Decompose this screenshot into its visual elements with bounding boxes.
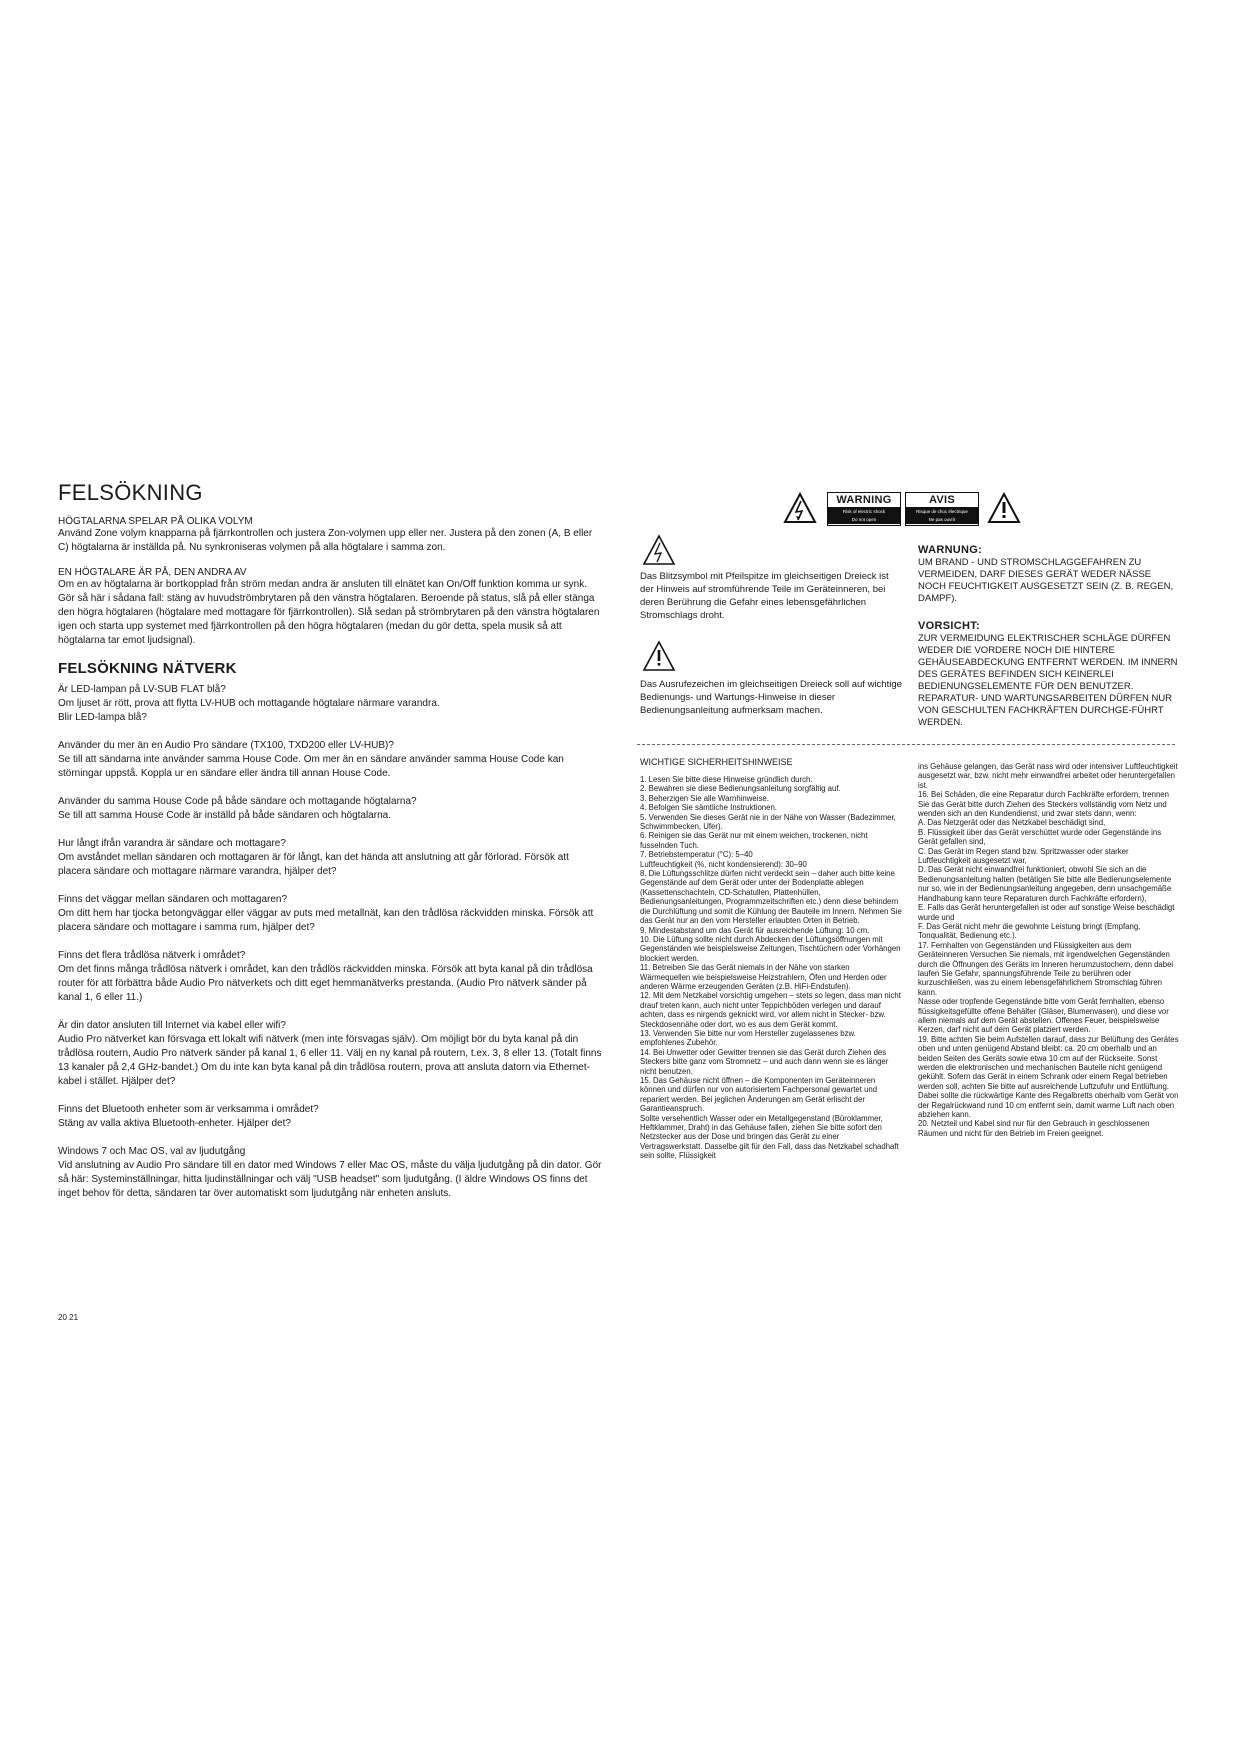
intro-section [58, 516, 604, 555]
warnung-block [918, 544, 1180, 605]
lightning-triangle-icon [642, 534, 676, 566]
safety-item: ins Gehäuse gelangen, das Gerät nass wird oder intensiver Luftfeuchtigkeit ausgesetzt war, bzw. nicht mehr einwandfrei arbeitet oder heruntergefallen ist. [918, 762, 1178, 790]
qa-question: Finns det väggar mellan sändaren och mottagaren? [58, 894, 288, 905]
safety-item: 2. Bewahren sie diese Bedienungsanleitung sorgfältig auf. [640, 784, 841, 794]
warning-label-line2: Do not open [828, 516, 900, 524]
safety-item: 14. Bei Unwetter oder Gewitter trennen sie das Gerät durch Ziehen des Steckers bitte ganz vom Stromnetz – und auch dann wenn sie es länger nicht benutzen. [640, 1047, 889, 1076]
safety-item: 4. Befolgen Sie sämtliche Instruktionen. [640, 803, 777, 813]
safety-item: D. Das Gerät nicht einwandfrei funktioniert, obwohl Sie sich an die Bedienungsanleitung halten (betätigen Sie bitte alle Bedienungselemente nur so, wie in der Bedienungsanleitung angegeben, denn unsachgemäße Handhabung kann teure Reparaturen durch Fachkräfte erfordern), [918, 865, 1172, 903]
warnung-body: UM BRAND - UND STROMSCHLAGGEFAHREN ZU VERMEIDEN, DARF DIESES GERÄT WEDER NÄSSE NOCH FEUCHTIGKEIT AUSGESETZT SEIN (Z. B. REGEN, DAMPF). [918, 557, 1174, 604]
qa-answer: Audio Pro nätverket kan försvaga ett lokalt wifi nätverk (men inte försvagas själv). Om möjligt bör du byta kanal på din trådlösa routern, Audio Pro nätverk sänder på kanal 1, 6 eller 11. Välj en ny kanal på routern, t.ex. 3, 8 eller 13. (Totalt finns 13 kanaler på 2,4 GHz-bandet.) Om du inte kan byta kanal på din trådlösa routern, prova att ansluta datorn via Ethernet-kabel i stället. Hjälper det? [58, 1034, 602, 1087]
safety-item: B. Flüssigkeit über das Gerät verschüttet wurde oder Gegenstände ins Gerät gefallen sind, [918, 827, 1162, 847]
qa-answer: Om ditt hem har tjocka betongväggar eller väggar av puts med metallnät, kan den trådlösa räckvidden minska. Försök att placera sändare och mottagare i samma rum, hjälper det? [58, 908, 594, 933]
page-numbers: 20 21 [58, 1313, 79, 1322]
vorsicht-block [918, 620, 1180, 729]
intro-section [58, 567, 604, 648]
vorsicht-heading: VORSICHT: [918, 620, 980, 632]
safety-item: 13. Verwenden Sie bitte nur vom Hersteller zugelassenes bzw. empfohlenes Zubehör. [640, 1028, 856, 1048]
qa-question: Finns det Bluetooth enheter som är verksamma i området? [58, 1104, 319, 1115]
qa-question: Använder du mer än en Audio Pro sändare (TX100, TXD200 eller LV-HUB)? [58, 740, 394, 751]
qa-question: Är din dator ansluten till Internet via kabel eller wifi? [58, 1020, 286, 1031]
qa-answer: Om det finns många trådlösa nätverk i området, kan den trådlös räckvidden minska. Försök att byta kanal på din trådlösa router för att förbättra både Audio Pro nätverkets och ditt eget hemmanätverks prestanda. (Audio Pro nätverk sänder på kanal 1, 6 eller 11.) [58, 964, 593, 1003]
safety-item: C. Das Gerät im Regen stand bzw. Spritzwasser oder starker Luftfeuchtigkeit ausgesetzt war, [918, 846, 1129, 866]
lightning-description: Das Blitzsymbol mit Pfeilspitze im gleichseitigen Dreieck ist der Hinweis auf stromführende Teile im Geräteinneren, bei deren Berührung die Gefahr eines lebensgefährlichen Stromschlags droht. [640, 571, 889, 621]
safety-item: 3. Beherzigen Sie alle Warnhinweise. [640, 793, 769, 803]
section-body: Om en av högtalarna är bortkopplad från ström medan andra är ansluten till elnätet kan On/Off funktion komma ur synk. Gör så här i sådana fall: stäng av huvudströmbrytaren på den vänstra högtalaren. Beroende på status, slå på eller stänga den högra högtalaren (högtalare med mottagare för fjärrkontrollen). Slå sedan på strömbrytaren på den vänstra högtalaren igen och starta upp systemet med fjärrkontrollen på den högra högtalaren (medan du gör detta, spela musik så att högtalarna tar emot ljudsignal). [58, 579, 600, 646]
qa-question: Hur långt ifrån varandra är sändare och mottagare? [58, 838, 286, 849]
section-heading: EN HÖGTALARE ÄR PÅ, DEN ANDRA AV [58, 567, 247, 578]
qa-question: Är LED-lampan på LV-SUB FLAT blå? [58, 684, 226, 695]
safety-item: Sollte versehentlich Wasser oder ein Metallgegenstand (Büroklammer, Heftklammer, Draht) in das Gehäuse fallen, ziehen Sie bitte sofort den Netzstecker aus der Dose und bringen das Gerät zu einer Vertragswerkstatt. Dasselbe gilt für den Fall, dass das Netzkabel schadhaft sein sollte, Flüssigkeit [640, 1113, 899, 1161]
warning-label-strip [783, 492, 1031, 524]
section-heading: HÖGTALARNA SPELAR PÅ OLIKA VOLYM [58, 516, 253, 527]
qa-item [58, 795, 604, 823]
qa-question: Använder du samma House Code på både sändare och mottagande högtalarna? [58, 796, 417, 807]
qa-item [58, 1103, 604, 1131]
left-page [58, 480, 604, 1215]
avis-label-line1: Risque de choc électrique [906, 508, 978, 516]
qa-item [58, 683, 604, 725]
qa-answer: Stäng av valla aktiva Bluetooth-enheter. Hjälper det? [58, 1118, 291, 1129]
qa-answer: Om ljuset är rött, prova att flytta LV-HUB och mottagande högtalare närmare varandra. Blir LED-lampa blå? [58, 698, 440, 723]
qa-item [58, 739, 604, 781]
lightning-warning-icon [783, 492, 817, 524]
qa-item [58, 1019, 604, 1089]
safety-item: Luftfeuchtigkeit (%, nicht kondensierend): 30–90 [640, 859, 807, 869]
safety-item: 9. Mindestabstand um das Gerät für ausreichende Lüftung: 10 cm. [640, 925, 870, 935]
safety-item: 16. Bei Schäden, die eine Reparatur durch Fachkräfte erfordern, trennen Sie das Gerät bitte durch Ziehen des Steckers vollständig vom Netz und wenden sich an den Kundendienst, und zwar stets dann, wenn: [918, 790, 1169, 819]
qa-question: Windows 7 och Mac OS, val av ljudutgång [58, 1146, 246, 1157]
intro-sections [58, 516, 604, 648]
exclamation-warning-icon [987, 492, 1021, 524]
safety-item: 12. Mit dem Netzkabel vorsichtig umgehen – stets so legen, dass man nicht drauf treten kann, auch nicht unter Teppichböden verlegen und darauf achten, dass es nirgends geknickt wird, vor allem nicht in Stecker- bzw. Steckdosennähe oder dort, wo es aus dem Gerät kommt. [640, 991, 901, 1029]
safety-item: 20. Netzteil und Kabel sind nur für den Gebrauch in geschlossenen Räumen und nicht für den Betrieb im Freien geeignet. [918, 1119, 1150, 1138]
avis-label [905, 492, 979, 526]
safety-item: Nasse oder tropfende Gegenstände bitte vom Gerät fernhalten, ebenso flüssigkeitsgefüllte offene Behälter (Gläser, Blumenvasen), und diese vor allem niemals auf dem Gerät abstellen. Offenes Feuer, beispielsweise Kerzen, darf nicht auf dem Gerät platziert werden. [918, 997, 1169, 1035]
avis-label-title: AVIS [906, 493, 978, 508]
safety-column-2 [918, 762, 1180, 1138]
network-qa-list [58, 683, 604, 1201]
safety-heading: WICHTIGE SICHERHEITSHINWEISE [640, 757, 793, 767]
safety-item: 1. Lesen Sie bitte diese Hinweise gründlich durch. [640, 775, 813, 784]
qa-answer: Se till att samma House Code är inställd på både sändaren och högtalarna. [58, 810, 391, 821]
qa-answer: Om avståndet mellan sändaren och mottagaren är för långt, kan det hända att anslutning att går förlorad. Försök att placera sändare och mottagare närmare varandra, hjälper det? [58, 852, 569, 877]
safety-column-1 [640, 775, 902, 1161]
safety-item: 8. Die Lüftungsschlitze dürfen nicht verdeckt sein – daher auch bitte keine Gegenstände auf dem Gerät oder unter der Bodenplatte ablegen (Kassettenschachteln, CD-Schatullen, Plattenhüllen, Bedienungsanleitungen, Programmzeitschriften etc.) denn diese behindern die Durchlüftung und somit die Kühlung der Bauteile im Innern. Nehmen Sie das Gerät nur an den vom Hersteller erlaubten Orten in Betrieb. [640, 869, 902, 926]
network-title: FELSÖKNING NÄTVERK [58, 660, 237, 677]
qa-item [58, 893, 604, 935]
section-body: Använd Zone volym knapparna på fjärrkontrollen och justera Zon-volymen upp eller ner. Justera på den zonen (A, B eller C) högtalarna är inställda på. Nu synkroniseras volymen på alla högtalare i samma zon. [58, 528, 593, 553]
qa-question: Finns det flera trådlösa nätverk i området? [58, 950, 246, 961]
safety-item: A. Das Netzgerät oder das Netzkabel beschädigt sind, [918, 818, 1106, 828]
avis-label-line2: Ne pas ouvrir [906, 516, 978, 524]
warnung-heading: WARNUNG: [918, 544, 983, 556]
safety-item: E. Falls das Gerät heruntergefallen ist oder auf sonstige Weise beschädigt wurde und [918, 903, 1175, 922]
qa-item [58, 1145, 604, 1201]
safety-item: 7. Betriebstemperatur (°C): 5–40 [640, 850, 753, 860]
qa-answer: Se till att sändarna inte använder samma House Code. Om mer än en sändare använder samma House Code kan störningar uppstå. Koppla ur en sändare eller ändra till annan House Code. [58, 754, 564, 779]
warning-label [827, 492, 901, 526]
safety-item: 5. Verwenden Sie dieses Gerät nie in der Nähe von Wasser (Badezimmer, Schwimmbecken, Ufer). [640, 812, 896, 832]
qa-answer: Vid anslutning av Audio Pro sändare till en dator med Windows 7 eller Mac OS, måste du välja ljudutgång på din dator. Gör så här: Systeminställningar, hitta ljudinställningar och välj "USB headset" som ljudutgång. (I äldre Windows OS finns det inget behov för detta, sändaren tar över automatiskt som ljudutgång när enheten ansluts. [58, 1160, 602, 1199]
section-divider [637, 744, 1175, 745]
qa-item [58, 837, 604, 879]
qa-item [58, 949, 604, 1005]
warning-label-title: WARNING [828, 493, 900, 508]
warning-label-line1: Risk of electric shock [828, 508, 900, 516]
vorsicht-body: ZUR VERMEIDUNG ELEKTRISCHER SCHLÄGE DÜRFEN WEDER DIE VORDERE NOCH DIE HINTERE GEHÄUSEABDECKUNG ENTFERNT WERDEN. IM INNERN DES GERÄTES BEFINDEN SICH KEINERLEI BEDIENUNGSELEMENTE FÜR DEN BENUTZER. REPARATUR- UND WARTUNGSARBEITEN DÜRFEN NUR VON GESCHULTEN FACHKRÄFTEN DURCHGE-FÜHRT WERDEN. [918, 633, 1178, 728]
safety-item: 11. Betreiben Sie das Gerät niemals in der Nähe von starken Wärmequellen wie beispielsweise Heizstrahlern, Öfen und Herden oder anderen Wärme erzeugenden Geräten (z.B. HiFi-Endstufen). [640, 963, 887, 991]
safety-item: 15. Das Gehäuse nicht öffnen – die Komponenten im Geräteinneren können und dürfen nur von autorisiertem Fachpersonal gewartet und repariert werden. Bei jeglichen Änderungen am Gerät erlischt der Garantieanspruch. [640, 1076, 878, 1114]
safety-item: 6. Reinigen sie das Gerät nur mit einem weichen, trockenen, nicht fusselnden Tuch. [640, 831, 868, 850]
exclamation-description: Das Ausrufezeichen im gleichseitigen Dreieck soll auf wichtige Bedienungs- und Wartungs-Hinweise in dieser Bedienungsanleitung aufmerksam machen. [640, 679, 902, 716]
safety-item: F. Das Gerät nicht mehr die gewohnte Leistung bringt (Empfang, Tonqualität, Bedienung etc.). [918, 921, 1141, 941]
exclamation-triangle-icon [642, 640, 676, 672]
safety-item: 19. Bitte achten Sie beim Aufstellen darauf, dass zur Belüftung des Gerätes oben und unten genügend Abstand bleibt: ca. 20 cm oberhalb und an beiden Seiten des Geräts sowie etwa 10 cm auf der Rückseite. Sonst werden die elektronischen und mechanischen Bauteile nicht genügend gekühlt. Sofern das Gerät in einem Schrank oder einem Regal betrieben werden soll, achten Sie bitte auf ausreichende Luftzufuhr und Entlüftung. Dabei sollte die rückwärtige Kante des Regalbretts oberhalb vom Gerät von der Regalrückwand rund 10 cm entfernt sein, damit warme Luft nach oben abziehen kann. [918, 1034, 1179, 1120]
safety-item: 10. Die Lüftung sollte nicht durch Abdecken der Lüftungsöffnungen mit Gegenständen wie beispielsweise Zeitungen, Tischtüchern oder Vorhängen blockiert werden. [640, 934, 901, 963]
page-title: FELSÖKNING [58, 480, 203, 505]
safety-item: 17. Fernhalten von Gegenständen und Flüssigkeiten aus dem Geräteinneren Versuchen Sie niemals, mit irgendwelchen Gegenständen durch die Öffnungen des Geräts im Inneren herumzustochern, denn dabei laufen Sie Gefahr, spannungsführende Teile zu berühren oder kurzuschließen, was zu einem lebensgefährlichem Stromschlag führen kann. [918, 940, 1174, 997]
